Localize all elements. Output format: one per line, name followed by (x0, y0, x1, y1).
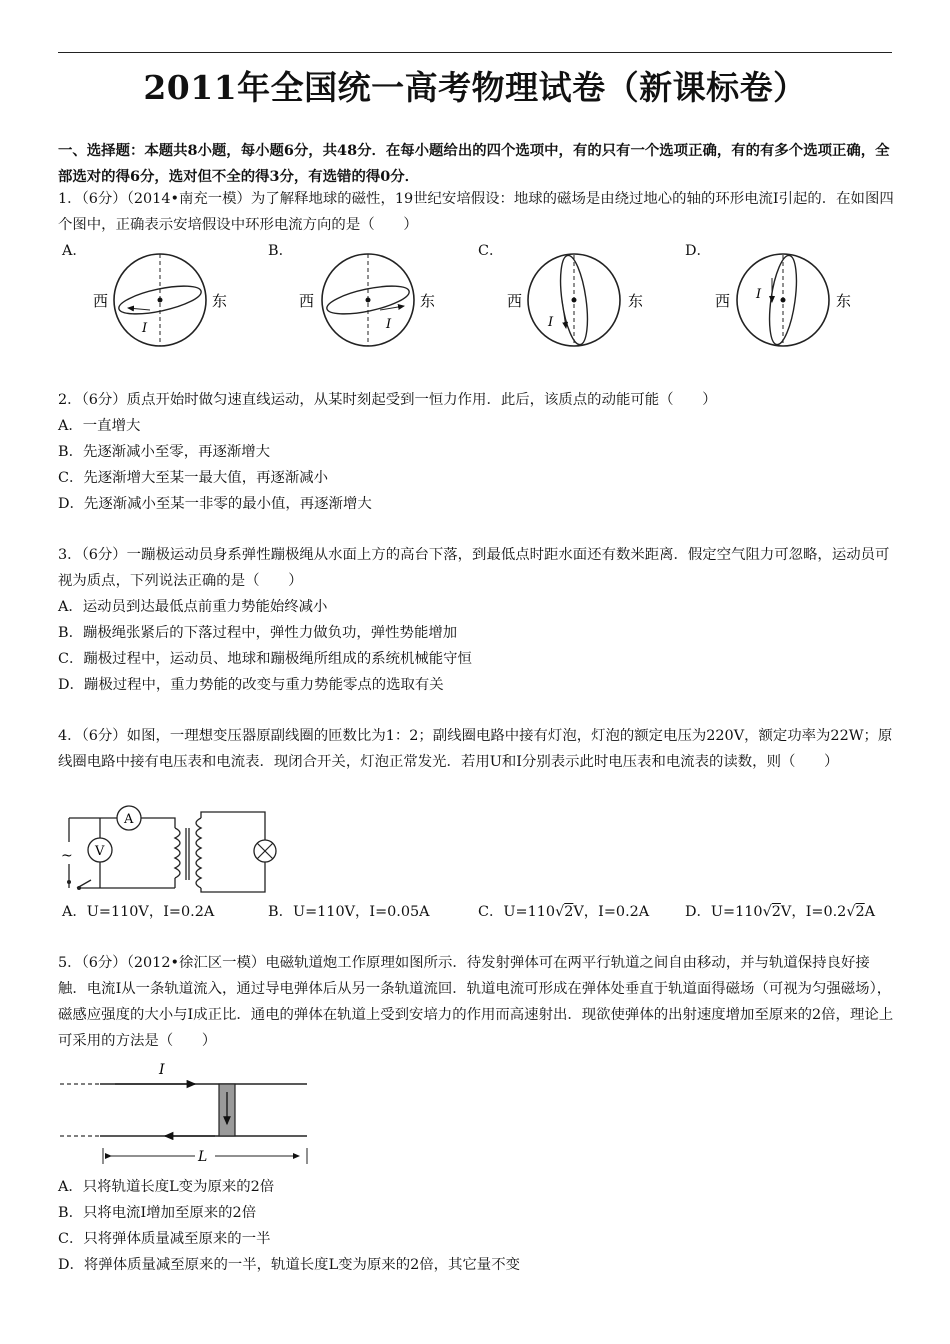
q1-figure-b (299, 254, 435, 346)
q4-stem: 4．（6分）如图，一理想变压器原副线圈的匝数比为1：2；副线圈电路中接有灯泡，灯泡的额定电压为220V，额定功率为22W；原线圈电路中接有电压表和电流表．现闭合开关，灯泡正常发光．若用U和I分别表示此时电压表和电流表的读数，则（ ） (58, 728, 893, 770)
q2-option-a: A．一直增大 (58, 418, 141, 434)
page-title: 2011年全国统一高考物理试卷（新课标卷） (143, 68, 807, 107)
q5-railgun-figure (55, 1058, 315, 1170)
sqrt-icon: √ (555, 904, 565, 920)
q4-option-c: C．U=110√2V，I=0.2A (478, 904, 650, 920)
q1-c-east: 东 (628, 292, 644, 310)
q4-option-a: A．U=110V，I=0.2A (62, 904, 215, 920)
q3-stem: 3．（6分）一蹦极运动员身系弹性蹦极绳从水面上方的高台下落，到最低点时距水面还有数米距离．假定空气阻力可忽略，运动员可视为质点，下列说法正确的是（ ） (58, 547, 890, 589)
q1-figure-d (715, 254, 851, 346)
q2-stem: 2．（6分）质点开始时做匀速直线运动，从某时刻起受到一恒力作用．此后，该质点的动能可能（ ） (58, 392, 717, 408)
q1-label-d: D． (685, 243, 711, 259)
q3-option-a: A．运动员到达最低点前重力势能始终减小 (58, 599, 328, 615)
q5-current-label: I (159, 1062, 165, 1078)
q5-option-c: C．只将弹体质量减至原来的一半 (58, 1231, 271, 1247)
q1-label-c: C． (478, 243, 504, 259)
q1-a-west: 西 (93, 292, 109, 310)
q4-ammeter-label: A (124, 812, 134, 827)
q1-d-east: 东 (836, 292, 852, 310)
q2-option-c: C．先逐渐增大至某一最大值，再逐渐减小 (58, 470, 329, 486)
q1-stem: 1．（6分）（2014•南充一模）为了解释地球的磁性，19世纪安培假设：地球的磁场是由绕过地心的轴的环形电流I引起的．在如图四个图中，正确表示安培假设中环形电流方向的是（ ） (58, 191, 894, 233)
q1-figures (0, 240, 950, 365)
q5-option-a: A．只将轨道长度L变为原来的2倍 (58, 1179, 275, 1195)
q3-option-b: B．蹦极绳张紧后的下落过程中，弹性力做负功，弹性势能增加 (58, 625, 458, 641)
q1-figure-c (507, 254, 643, 346)
q5-option-d: D．将弹体质量减至原来的一半，轨道长度L变为原来的2倍，其它量不变 (58, 1257, 520, 1273)
q1-a-east: 东 (212, 292, 228, 310)
q4-circuit (55, 800, 285, 895)
q1-b-current: I (386, 317, 392, 332)
q1-label-b: B． (268, 243, 293, 259)
top-rule (58, 52, 892, 53)
q1-c-current: I (548, 315, 554, 330)
q2-option-d: D．先逐渐减小至某一非零的最小值，再逐渐增大 (58, 496, 372, 512)
q4-voltmeter-label: V (95, 844, 105, 859)
section-header: 一、选择题：本题共8小题，每小题6分，共48分．在每小题给出的四个选项中，有的只有一个选项正确，有的有多个选项正确，全部选对的得6分，选对但不全的得3分，有选错的得0分． (58, 142, 890, 185)
q1-a-current: I (142, 321, 148, 336)
sqrt-icon: √ (762, 904, 772, 920)
q4-option-b: B．U=110V，I=0.05A (268, 904, 430, 920)
q1-d-current: I (756, 287, 762, 302)
sqrt-icon: √ (846, 904, 856, 920)
q1-c-west: 西 (507, 292, 523, 310)
q3-option-d: D．蹦极过程中，重力势能的改变与重力势能零点的选取有关 (58, 677, 444, 693)
q1-d-west: 西 (715, 292, 731, 310)
q2-option-b: B．先逐渐减小至零，再逐渐增大 (58, 444, 271, 460)
svg-text:~: ~ (61, 848, 73, 864)
q5-stem: 5．（6分）（2012•徐汇区一模）电磁轨道炮工作原理如图所示．待发射弹体可在两平行轨道之间自由移动，并与轨道保持良好接触．电流I从一条轨道流入，通过导电弹体后从另一条轨道流回．轨道电流可形成在弹体处垂直于轨道面得磁场（可视为匀强磁场），磁感应强度的大小与I成正比．通电的弹体在轨道上受到安培力的作用而高速射出．现欲使弹体的出射速度增加至原来的2倍，理论上可采用的方法是（ ） (58, 955, 894, 1049)
q1-b-west: 西 (299, 292, 315, 310)
q5-option-b: B．只将电流I增加至原来的2倍 (58, 1205, 257, 1221)
q1-label-a: A． (62, 243, 87, 259)
q5-length-label: L (198, 1149, 208, 1165)
q1-b-east: 东 (420, 292, 436, 310)
q3-option-c: C．蹦极过程中，运动员、地球和蹦极绳所组成的系统机械能守恒 (58, 651, 472, 667)
q1-figure-a (93, 254, 227, 346)
q4-option-d: D．U=110√2V，I=0.2√2A (685, 904, 876, 920)
